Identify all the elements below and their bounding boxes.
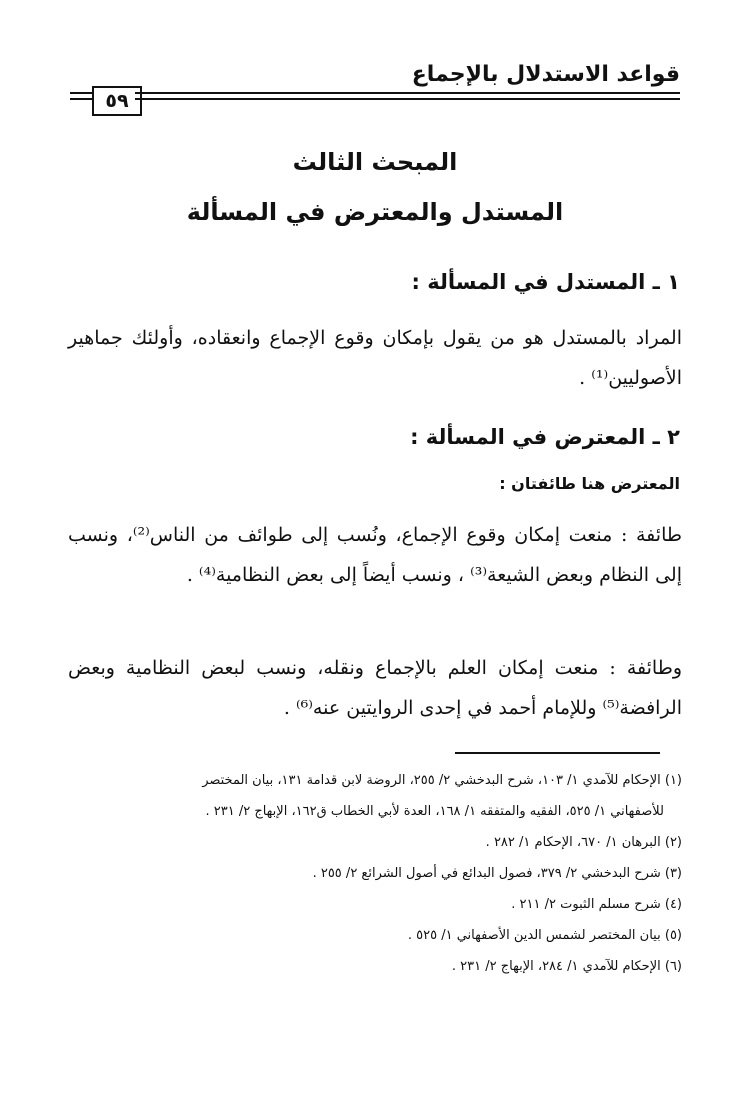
- header-rule-left-top: [70, 92, 92, 94]
- header-rule-left-bottom: [70, 98, 92, 100]
- footnote-item: (٢) البرهان ١/ ٦٧٠، الإحكام ١/ ٢٨٢ .: [485, 835, 682, 850]
- section-subtitle: المستدل والمعترض في المسألة: [186, 198, 564, 226]
- paragraph-part-1: المراد بالمستدل هو من يقول بإمكان وقوع الإجماع وانعقاده، وأولئك جماهير الأصوليين⁽¹⁾ .: [68, 327, 682, 389]
- heading-part-2: ٢ ـ المعترض في المسألة :: [410, 425, 680, 449]
- page-header: [70, 52, 680, 112]
- footnote-item: (٤) شرح مسلم الثبوت ٢/ ٢١١ .: [511, 897, 682, 912]
- paragraph-part-2-first: طائفة : منعت إمكان وقوع الإجماع، ونُسب إلى طوائف من الناس⁽²⁾، ونسب إلى النظام وبعض الشيعة⁽³⁾ ، ونسب أيضاً إلى بعض النظامية⁽⁴⁾ .: [68, 524, 682, 586]
- footnote-item: (٣) شرح البدخشي ٢/ ٣٧٩، فصول البدائع في أصول الشرائع ٢/ ٢٥٥ .: [312, 866, 682, 881]
- header-rule-bottom: [135, 98, 680, 100]
- paragraph-part-2-second: وطائفة : منعت إمكان العلم بالإجماع ونقله، ونسب لبعض النظامية وبعض الرافضة⁽⁵⁾ وللإمام أحمد في إحدى الروايتين عنه⁽⁶⁾ .: [68, 657, 682, 719]
- footnote-item: (٥) بيان المختصر لشمس الدين الأصفهاني ١/ ٥٢٥ .: [407, 928, 682, 943]
- section-title: المبحث الثالث: [292, 148, 458, 176]
- footnote-item: للأصفهاني ١/ ٥٢٥، الفقيه والمتفقه ١/ ١٦٨، العدة لأبي الخطاب ق١٦٢، الإبهاج ٢/ ٢٣١ .: [205, 804, 664, 819]
- header-rule-top: [135, 92, 680, 94]
- subheading-part-2: المعترض هنا طائفتان :: [499, 474, 680, 493]
- footnote-item: (١) الإحكام للآمدي ١/ ١٠٣، شرح البدخشي ٢/ ٢٥٥، الروضة لابن قدامة ١٣١، بيان المختصر: [202, 773, 682, 788]
- heading-part-1: ١ ـ المستدل في المسألة :: [411, 270, 680, 294]
- page-number: ٥٩: [92, 86, 142, 116]
- footnotes-list: [68, 765, 682, 982]
- running-title: قواعد الاستدلال بالإجماع: [411, 62, 680, 87]
- footnote-item: (٦) الإحكام للآمدي ١/ ٢٨٤، الإبهاج ٢/ ٢٣١ .: [451, 959, 682, 974]
- footnote-separator: [455, 752, 660, 754]
